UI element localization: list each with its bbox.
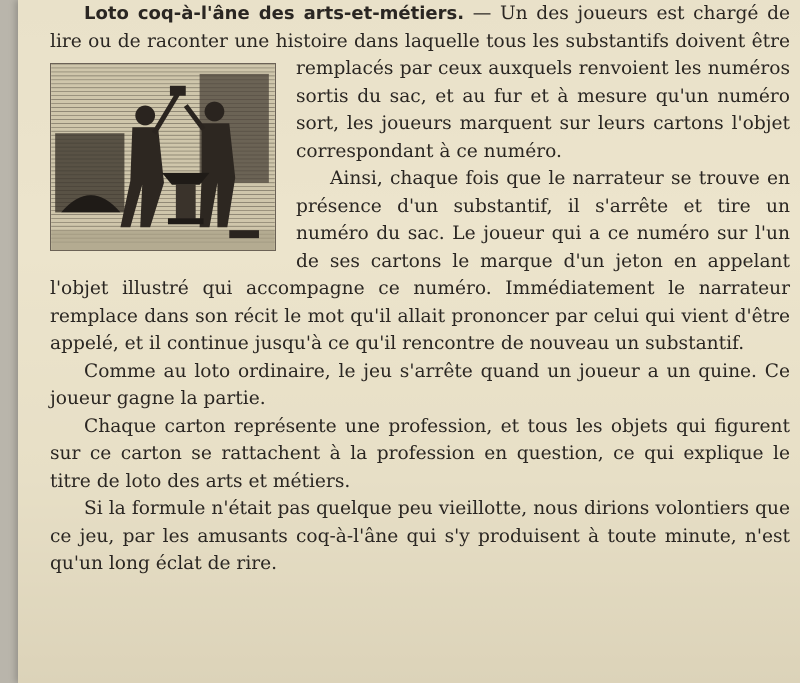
paragraph-1-text-cont: sortis du sac, et au fur et à mesure qu'un numéro sort, les joueurs marquent sur leurs cartons l'objet correspondant à ce numéro.	[296, 85, 790, 162]
paragraph-3: Comme au loto ordinaire, le jeu s'arrête quand un joueur a un quine. Ce joueur gagne la partie.	[50, 360, 790, 409]
article-body	[50, 0, 790, 578]
paragraph-5: Si la formule n'était pas quelque peu vieillotte, nous dirions volontiers que ce jeu, par les amusants coq-à-l'âne qui s'y produisent à toute minute, n'est qu'un long éclat de rire.	[50, 498, 790, 574]
article-title: Loto coq-à-l'âne des arts-et-métiers.	[84, 3, 465, 24]
paragraph-1	[50, 0, 790, 165]
paragraph-1-text: — Un des joueurs est chargé de lire ou de raconter une histoire dans laquelle tous les substantifs doivent être remplacés par ceux auxquels renvoient les numéros	[50, 3, 790, 79]
newspaper-page	[18, 0, 800, 683]
blacksmith-illustration	[50, 63, 276, 251]
paragraph-2: Ainsi, chaque fois que le narrateur se trouve en présence d'un substantif, il s'arrête et tire un numéro du sac. Le joueur qui a ce numéro sur l'un de ses cartons le marque d'un jeton en appelant l'objet illustré qui accompagne ce numéro. Immédiatement le narrateur remplace dans son récit le mot qu'il allait prononcer par celui qui vient d'être appelé, et il continue jusqu'à ce qu'il rencontre de nouveau un substantif.	[50, 168, 790, 354]
paragraph-4: Chaque carton représente une profession, et tous les objets qui figurent sur ce carton se rattachent à la profession en question, ce qui explique le titre de loto des arts et métiers.	[50, 415, 790, 492]
blacksmith-engraving-icon	[51, 64, 275, 250]
